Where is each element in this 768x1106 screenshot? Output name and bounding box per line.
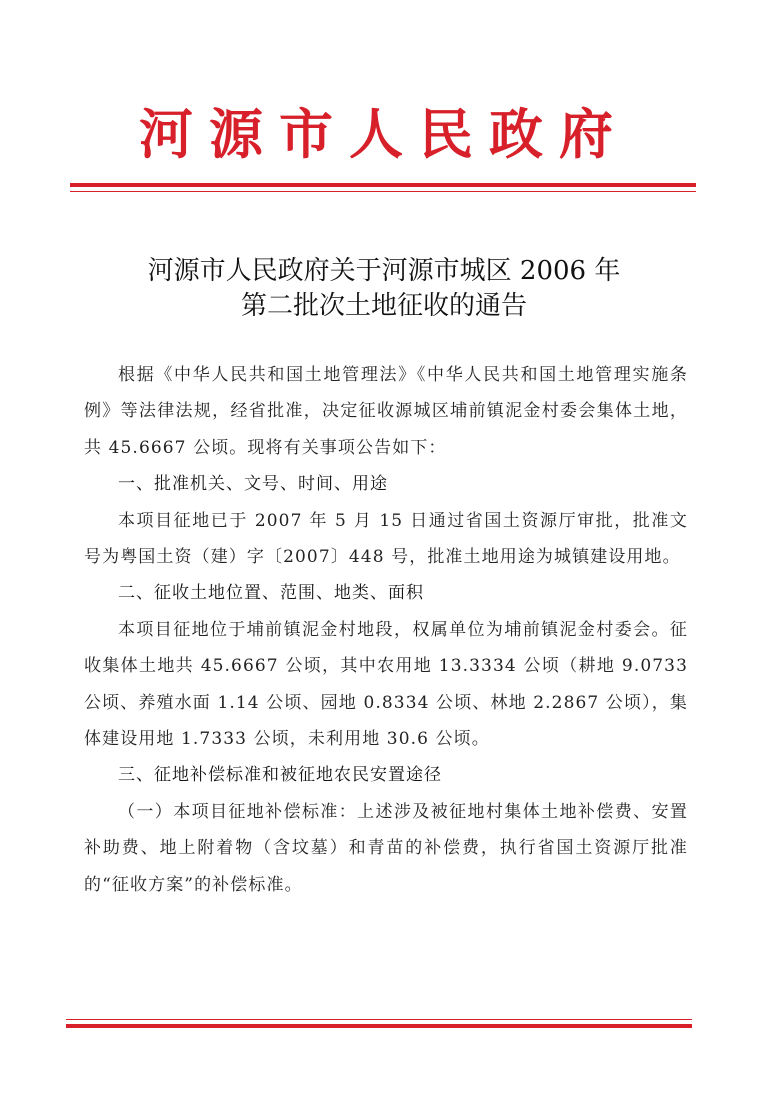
section-1-heading: 一、批准机关、文号、时间、用途 [118,474,388,495]
section-1-paragraph: 本项目征地已于 2007 年 5 月 15 日通过省国土资源厅审批，批准文号为粤国土资（建）字〔2007〕448 号，批准土地用途为城镇建设用地。 [84,510,688,568]
masthead-rule-thick [70,183,696,187]
section-2-paragraph: 本项目征地位于埔前镇泥金村地段，权属单位为埔前镇泥金村委会。征收集体土地共 45.6667 公顷，其中农用地 13.3334 公顷（耕地 9.0733 公顷、养殖水面 1.14 公顷、园地 0.8334 公顷、林地 2.2867 公顷），集体建设用地 1.7333 公顷，未利用地 30.6 公顷。 [84,619,688,750]
section-3-paragraph: （一）本项目征地补偿标准：上述涉及被征地村集体土地补偿费、安置补助费、地上附着物（含坟墓）和青苗的补偿费，执行省国土资源厅批准的“征收方案”的补偿标准。 [84,801,688,895]
masthead-title: 河源市人民政府 [139,103,629,166]
document-body [84,357,688,903]
section-2-heading: 二、征收土地位置、范围、地类、面积 [118,583,424,604]
intro-paragraph: 根据《中华人民共和国土地管理法》《中华人民共和国土地管理实施条例》等法律法规，经省批准，决定征收源城区埔前镇泥金村委会集体土地，共 45.6667 公顷。现将有关事项公告如下： [84,365,688,458]
footer-rule-thin [66,1019,692,1020]
section-3-heading: 三、征地补偿标准和被征地农民安置途径 [118,765,442,786]
document-title-line-1: 河源市人民政府关于河源市城区 2006 年 [147,256,621,286]
document-title [0,254,768,324]
footer-rule-thick [66,1024,692,1028]
masthead-rule-thin [70,191,696,192]
document-title-line-2: 第二批次土地征收的通告 [240,291,527,321]
